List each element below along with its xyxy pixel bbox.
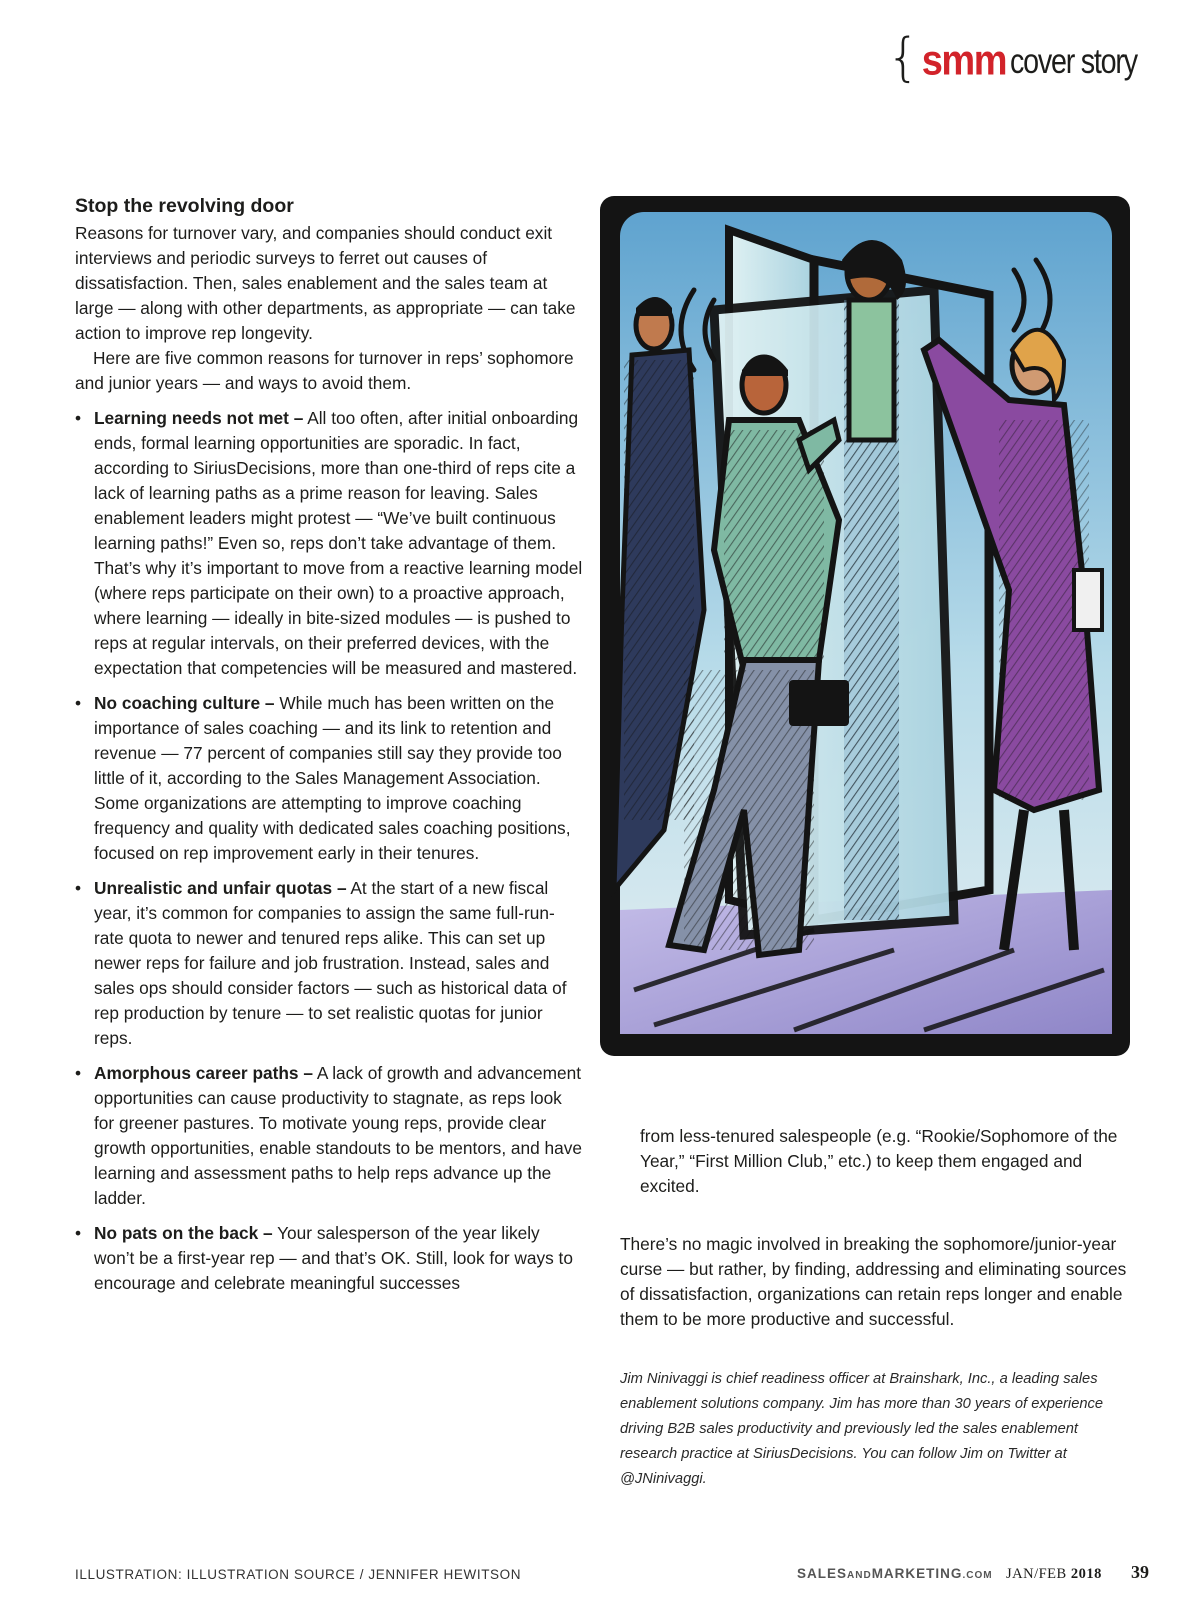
list-item-text: While much has been written on the importance of sales coaching — and its link to retention and revenue — 77 percent of companies still say they provide too little of it, according to the Sales Management Association. Some organizations are attempting to improve coaching frequency and quality with dedicated sales coaching positions, focused on rep improvement early in their tenures. xyxy=(94,693,571,863)
closing-paragraph: There’s no magic involved in breaking the sophomore/junior-year curse — but rather, by finding, addressing and eliminating sources of dissatisfaction, organizations can retain reps longer and enable them to be more productive and successful. xyxy=(620,1234,1127,1329)
list-item-title: No coaching culture – xyxy=(94,693,275,713)
list-item-text: Your salesperson of the year likely won’t be a first-year rep — and that’s OK. Still, look for ways to encourage and celebrate meaningful successes xyxy=(94,1223,573,1293)
list-item xyxy=(75,691,583,866)
list-item xyxy=(75,1221,583,1296)
issue-date xyxy=(1006,1566,1102,1583)
site-url xyxy=(797,1566,993,1581)
bullet-icon: • xyxy=(75,408,82,428)
article-column-left xyxy=(75,193,583,1306)
list-item xyxy=(75,1061,583,1211)
list-item xyxy=(75,876,583,1051)
author-bio: Jim Ninivaggi is chief readiness officer at Brainshark, Inc., a leading sales enablement solutions company. Jim has more than 30 years of experience driving B2B sales productivity and previously led the sales enablement research practice at SiriusDecisions. You can follow Jim on Twitter at @JNinivaggi. xyxy=(620,1371,1104,1487)
list-item-title: Unrealistic and unfair quotas – xyxy=(94,878,347,898)
revolving-door-illustration xyxy=(594,190,1136,1070)
bracket-glyph: { xyxy=(886,28,920,88)
reasons-list xyxy=(75,406,583,1296)
brand-logo: smm xyxy=(921,37,1006,85)
illustration-credit: ILLUSTRATION: ILLUSTRATION SOURCE / JENNIFER HEWITSON xyxy=(75,1567,522,1582)
list-item-text: All too often, after initial onboarding ends, formal learning opportunities are sporadic. In fact, according to SiriusDecisions, more than one-third of reps cite a lack of learning paths as a prime reason for leaving. Sales enablement leaders might protest — “We’ve built continuous learning paths!” Even so, reps don’t take advantage of them. That’s why it’s important to move from a reactive learning model (where reps participate on their own) to a proactive approach, where learning — ideally in bite-sized modules — is pushed to reps at regular intervals, on their preferred devices, with the expectation that competencies will be measured and mastered. xyxy=(94,408,583,678)
intro-paragraph: Reasons for turnover vary, and companies should conduct exit interviews and periodic surveys to ferret out causes of dissatisfaction. Then, sales enablement and the sales team at large — along with other departments, as appropriate — can take action to improve rep longevity. xyxy=(75,223,576,343)
list-item-text: At the start of a new fiscal year, it’s common for companies to assign the same full-run-rate quota to newer and tenured reps alike. This can set up newer reps for failure and job frustration. Instead, sales and sales ops should consider factors — such as historical data of rep production by tenure — to set realistic quotas for junior reps. xyxy=(94,878,567,1048)
page-number: 39 xyxy=(1131,1562,1149,1582)
bullet-icon: • xyxy=(75,1063,82,1083)
list-item-title: Amorphous career paths – xyxy=(94,1063,313,1083)
section-label: cover story xyxy=(1010,41,1137,81)
list-item-title: No pats on the back – xyxy=(94,1223,273,1243)
list-item-title: Learning needs not met – xyxy=(94,408,304,428)
bullet-icon: • xyxy=(75,693,82,713)
site-url-part: .COM xyxy=(962,1570,993,1581)
section-mark xyxy=(886,28,1137,88)
issue-year: 2018 xyxy=(1070,1566,1102,1582)
intro-paragraph-2: Here are five common reasons for turnover in reps’ sophomore and junior years — and ways to avoid them. xyxy=(75,348,574,393)
list-item-text: A lack of growth and advancement opportunities can cause productivity to stagnate, as reps look for greener pastures. To motivate young reps, provide clear growth opportunities, enable standouts to be mentors, and have learning and assessment paths to help reps advance up the ladder. xyxy=(94,1063,583,1208)
list-item-continuation: from less-tenured salespeople (e.g. “Rookie/Sophomore of the Year,” “First Million Club,” etc.) to keep them engaged and excited. xyxy=(640,1126,1118,1196)
site-url-part: AND xyxy=(847,1570,872,1581)
list-item xyxy=(75,406,583,681)
site-url-part: MARKETING xyxy=(871,1566,963,1581)
bullet-icon: • xyxy=(75,878,82,898)
issue-month: JAN/FEB xyxy=(1006,1566,1067,1582)
site-url-part: SALES xyxy=(797,1566,848,1581)
bullet-icon: • xyxy=(75,1223,82,1243)
section-heading: Stop the revolving door xyxy=(75,195,294,217)
